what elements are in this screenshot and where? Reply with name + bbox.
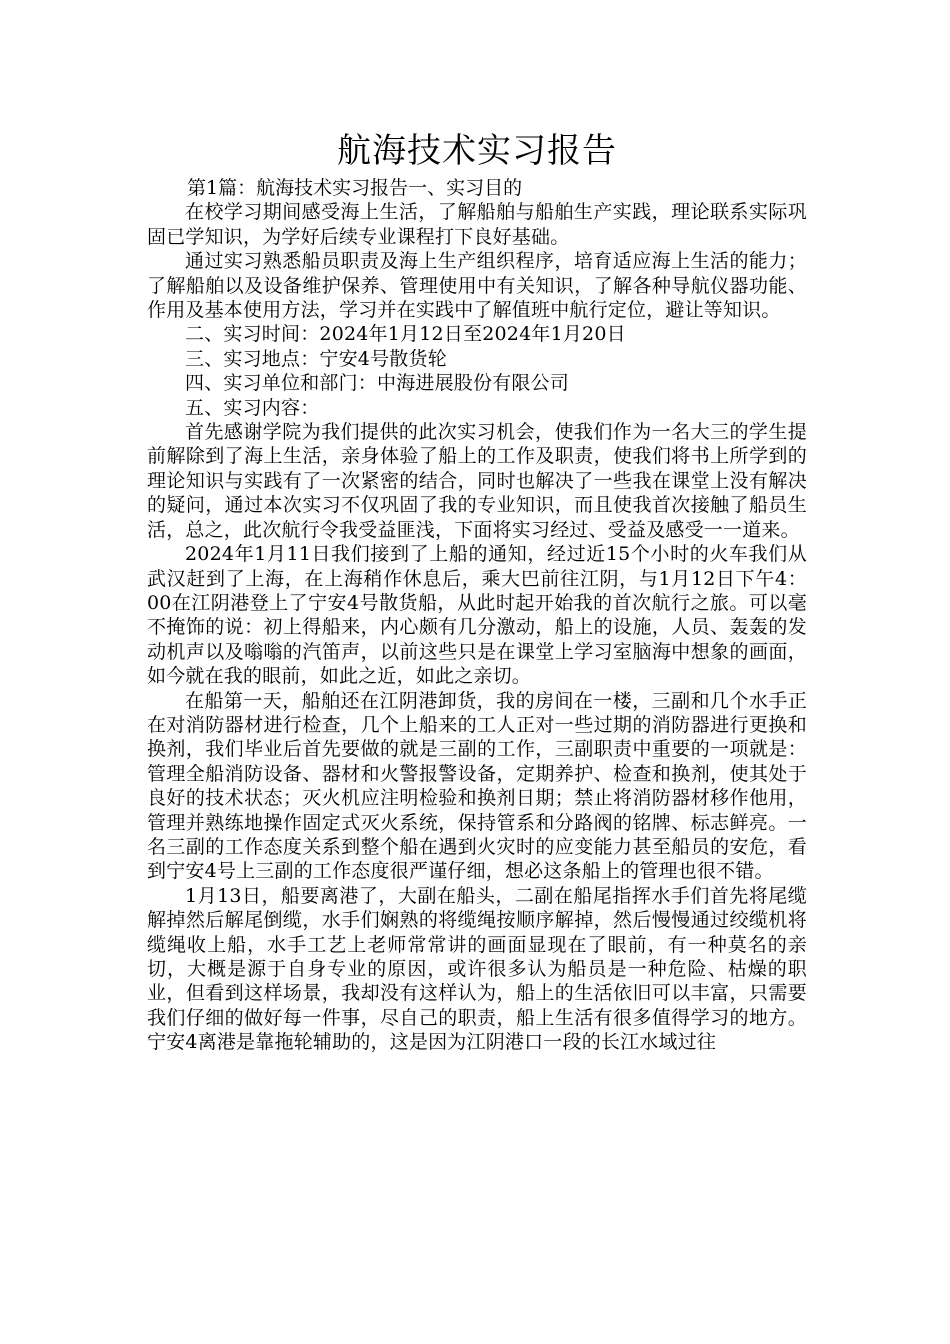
document-title: 航海技术实习报告	[337, 131, 617, 171]
paragraph-departure: 1月13日，船要离港了，大副在船头，二副在船尾指挥水手们首先将尾缆解掉然后解尾倒缆，水手们娴熟的将缆绳按顺序解掉，然后慢慢通过绞缆机将缆绳收上船，水手工艺上老师常常讲的画面显现在了眼前，有一种莫名的亲切，大概是源于自身专业的原因，或许很多认为船员是一种危险、枯燥的职业，但看到这样场景，我却没有这样认为，船上的生活依旧可以丰富，只需要我们仔细的做好每一件事，尽自己的职责，船上生活有很多值得学习的地方。宁安4离港是靠拖轮辅助的，这是因为江阴港口一段的长江水域过往	[147, 884, 807, 1054]
paragraph-time: 二、实习时间：2024年1月12日至2024年1月20日	[185, 323, 626, 346]
document-page	[147, 128, 807, 1055]
paragraph-thanks: 首先感谢学院为我们提供的此次实习机会，使我们作为一名大三的学生提前解除到了海上生活，亲身体验了船上的工作及职责，使我们将书上所学到的理论知识与实践有了一次紧密的结合，同时也解决了一些我在课堂上没有解决的疑问，通过本次实习不仅巩固了我的专业知识，而且使我首次接触了船员生活，总之，此次航行令我受益匪浅，下面将实习经过、受益及感受一一道来。	[147, 421, 807, 541]
paragraph-organization: 四、实习单位和部门：中海进展股份有限公司	[185, 372, 570, 395]
paragraph-boarding: 2024年1月11日我们接到了上船的通知，经过近15个小时的火车我们从武汉赶到了上海，在上海稍作休息后，乘大巴前往江阴，与1月12日下午4：00在江阴港登上了宁安4号散货船，从此时起开始我的首次航行之旅。可以毫不掩饰的说：初上得船来，内心颇有几分激动，船上的设施，人员、轰轰的发动机声以及嗡嗡的汽笛声，以前这些只是在课堂上学习室脑海中想象的画面，如今就在我的眼前，如此之近，如此之亲切。	[147, 543, 807, 688]
paragraph-purpose-2: 通过实习熟悉船员职责及海上生产组织程序，培育适应海上生活的能力；了解船舶以及设备维护保养、管理使用中有关知识，了解各种导航仪器功能、作用及基本使用方法，学习并在实践中了解值班中航行定位，避让等知识。	[147, 250, 807, 322]
paragraph-location: 三、实习地点：宁安4号散货轮	[185, 347, 447, 370]
paragraph-content-heading: 五、实习内容：	[185, 396, 320, 419]
paragraph-purpose-1: 在校学习期间感受海上生活，了解船舶与船舶生产实践，理论联系实际巩固已学知识，为学好后续专业课程打下良好基础。	[147, 201, 807, 248]
chapter-heading: 第1篇：航海技术实习报告一、实习目的	[187, 177, 523, 199]
paragraph-first-day: 在船第一天，船舶还在江阴港卸货，我的房间在一楼，三副和几个水手正在对消防器材进行检查，几个上船来的工人正对一些过期的消防器进行更换和换剂，我们毕业后首先要做的就是三副的工作，三副职责中重要的一项就是：管理全船消防设备、器材和火警报警设备，定期养护、检查和换剂，使其处于良好的技术状态；灭火机应注明检验和换剂日期；禁止将消防器材移作他用，管理并熟练地操作固定式灭火系统，保持管系和分路阀的铭牌、标志鲜亮。一名三副的工作态度关系到整个船在遇到火灾时的应变能力甚至船员的安危，看到宁安4号上三副的工作态度很严谨仔细，想必这条船上的管理也很不错。	[147, 689, 807, 883]
